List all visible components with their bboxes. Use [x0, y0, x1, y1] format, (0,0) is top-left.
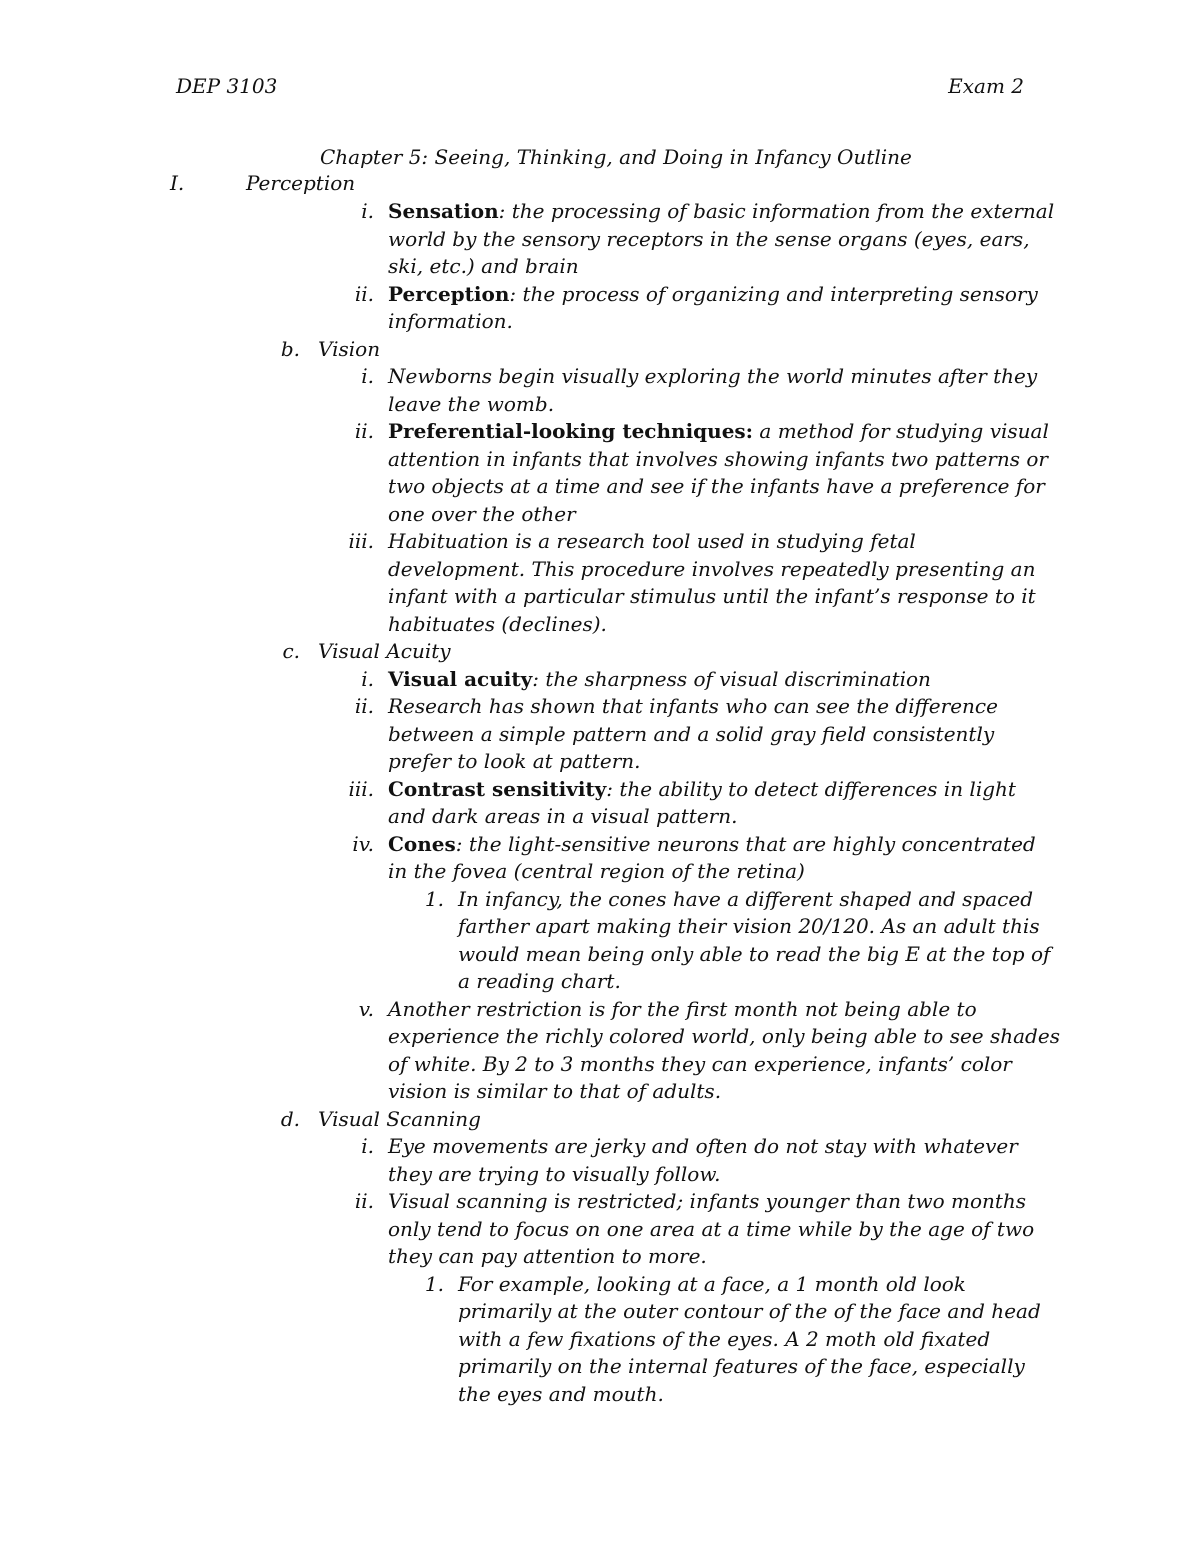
outline-text: In infancy, the cones have a different shaped and spaced: [458, 886, 1033, 911]
outline-marker: iv.: [352, 831, 374, 856]
outline-text: Visual scanning is restricted; infants younger than two months: [388, 1189, 1027, 1213]
continuation-line: habituates (declines).: [388, 611, 607, 636]
continuation-line: prefer to look at pattern.: [388, 749, 641, 773]
continuation-line: infant with a particular stimulus until the infant’s response to it: [388, 584, 1036, 608]
continuation-line: only tend to focus on one area at a time while by the age of two: [388, 1216, 1035, 1241]
outline-text: [388, 831, 1036, 859]
outline-title: Chapter 5: Seeing, Thinking, and Doing in Infancy Outline: [320, 145, 912, 169]
outline-marker: 1.: [424, 1271, 444, 1296]
outline-label: Vision: [318, 336, 381, 361]
continuation-line: would mean being only able to read the big E at the top of: [458, 941, 1051, 966]
outline-marker: I.: [170, 171, 185, 195]
continuation-line: the eyes and mouth.: [458, 1381, 664, 1406]
definition-text: : the ability to detect differences in light: [606, 776, 1016, 801]
outline-text: Habituation is a research tool used in studying fetal: [388, 529, 916, 553]
outline-marker: i.: [361, 199, 374, 223]
continuation-line: information.: [388, 309, 513, 333]
outline-marker: ii.: [354, 281, 374, 306]
outline-text: Eye movements are jerky and often do not stay with whatever: [388, 1134, 1018, 1158]
continuation-line: one over the other: [388, 501, 576, 526]
outline-marker: i.: [361, 666, 374, 691]
outline-text: [388, 666, 931, 694]
continuation-line: attention in infants that involves showing infants two patterns or: [388, 446, 1048, 471]
outline-marker: c.: [282, 639, 300, 663]
continuation-line: ski, etc.) and brain: [388, 254, 579, 278]
outline-marker: d.: [280, 1106, 300, 1131]
term-preferential-looking: Preferential-looking techniques:: [388, 419, 754, 443]
continuation-line: two objects at a time and see if the infants have a preference for: [388, 474, 1045, 498]
outline-text: Another restriction is for the first month not being able to: [388, 996, 977, 1021]
definition-text: : the light-sensitive neurons that are highly concentrated: [455, 831, 1036, 856]
outline-label: Perception: [246, 171, 356, 195]
term-sensation: Sensation: [388, 199, 499, 223]
definition-text: a method for studying visual: [753, 419, 1049, 443]
continuation-line: vision is similar to that of adults.: [388, 1079, 722, 1103]
outline-text: For example, looking at a face, a 1 month old look: [458, 1271, 966, 1296]
continuation-line: they can pay attention to more.: [388, 1244, 707, 1268]
term-perception: Perception: [388, 281, 510, 306]
term-visual-acuity: Visual acuity: [388, 666, 533, 691]
term-cones: Cones: [388, 831, 456, 856]
outline-label: Visual Scanning: [318, 1106, 481, 1131]
header-exam-label: Exam 2: [948, 74, 1024, 98]
continuation-line: with a few fixations of the eyes. A 2 moth old fixated: [458, 1326, 991, 1351]
continuation-line: primarily on the internal features of the face, especially: [458, 1354, 1025, 1378]
continuation-line: between a simple pattern and a solid gray field consistently: [388, 721, 995, 746]
continuation-line: leave the womb.: [388, 391, 555, 416]
continuation-line: world by the sensory receptors in the sense organs (eyes, ears,: [388, 226, 1030, 251]
outline-text: [388, 776, 1016, 804]
outline-label: Visual Acuity: [318, 639, 451, 663]
term-contrast-sensitivity: Contrast sensitivity: [388, 776, 607, 801]
continuation-line: development. This procedure involves repeatedly presenting an: [388, 556, 1036, 581]
outline-text: Research has shown that infants who can see the difference: [388, 694, 998, 718]
outline-marker: iii.: [348, 776, 374, 801]
header-course-code: DEP 3103: [176, 74, 278, 98]
continuation-line: farther apart making their vision 20/120. As an adult this: [458, 914, 1040, 938]
continuation-line: a reading chart.: [458, 969, 621, 993]
continuation-line: in the fovea (central region of the retina): [388, 859, 805, 883]
outline-marker: ii.: [354, 419, 374, 443]
definition-text: : the processing of basic information from the external: [498, 199, 1055, 223]
outline-marker: ii.: [354, 694, 374, 718]
outline-marker: ii.: [354, 1189, 374, 1213]
outline-text: [388, 281, 1038, 309]
continuation-line: primarily at the outer contour of the of the face and head: [458, 1299, 1041, 1323]
continuation-line: and dark areas in a visual pattern.: [388, 804, 738, 828]
continuation-line: they are trying to visually follow.: [388, 1161, 721, 1186]
outline-text: Newborns begin visually exploring the world minutes after they: [388, 364, 1038, 388]
outline-marker: 1.: [424, 886, 444, 911]
outline-marker: i.: [361, 364, 374, 388]
continuation-line: of white. By 2 to 3 months they can experience, infants’ color: [388, 1051, 1012, 1076]
definition-text: : the sharpness of visual discrimination: [532, 666, 931, 691]
continuation-line: experience the richly colored world, only being able to see shades: [388, 1024, 1060, 1048]
outline-text: [388, 198, 1054, 226]
outline-marker: i.: [361, 1134, 374, 1158]
outline-text: [388, 418, 1049, 446]
outline-marker: b.: [280, 336, 300, 361]
outline-marker: v.: [358, 996, 374, 1021]
outline-marker: iii.: [348, 529, 374, 553]
definition-text: : the process of organizing and interpreting sensory: [509, 281, 1038, 306]
